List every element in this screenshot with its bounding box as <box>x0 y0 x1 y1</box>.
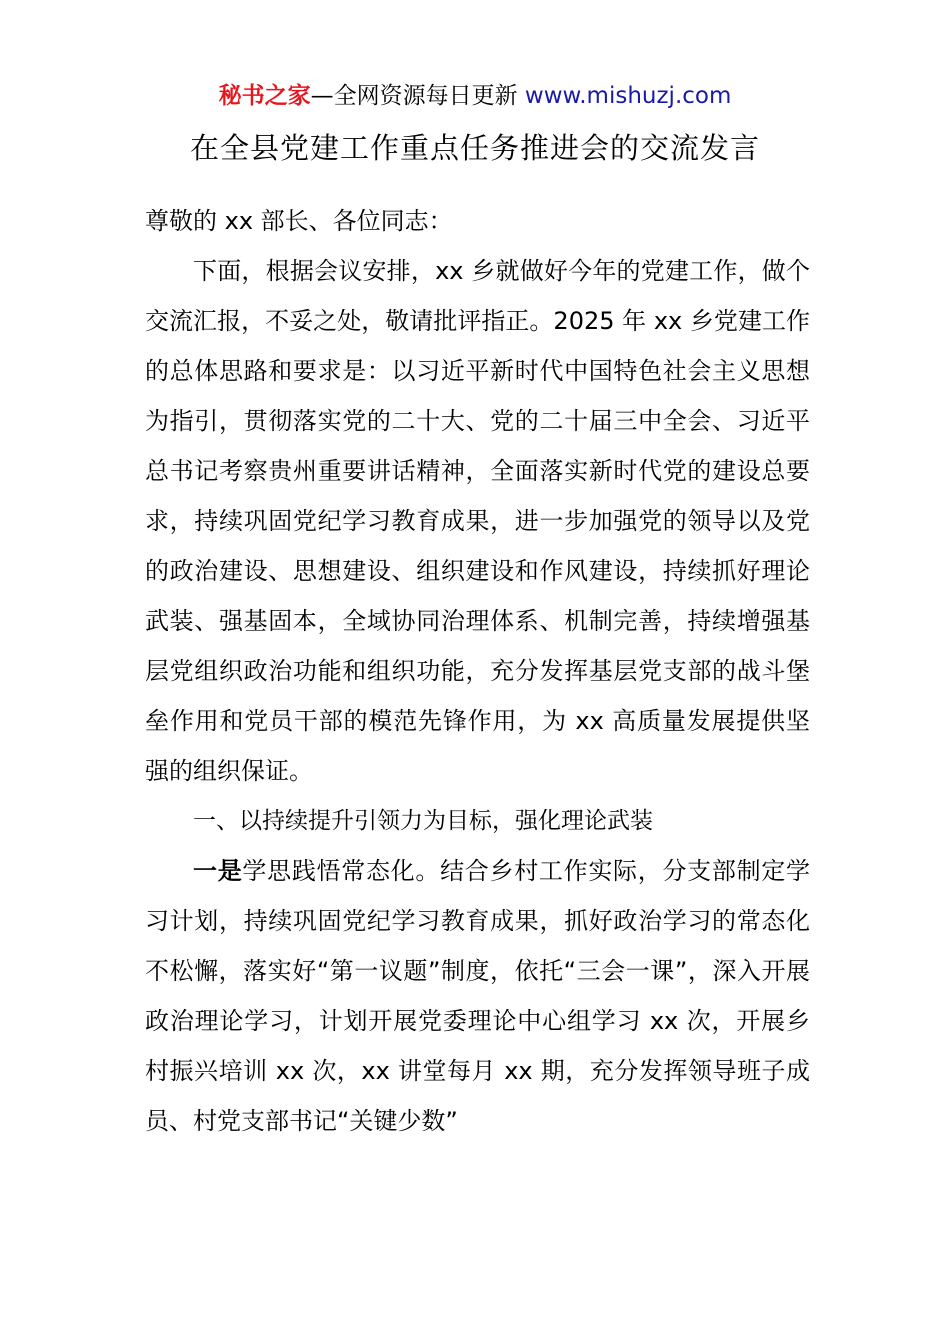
point-text: 学思践悟常态化。结合乡村工作实际，分支部制定学习计划，持续巩固党纪学习教育成果，抓好政治学习的常态化不松懈，落实好“第一议题”制度，依托“三会一课”，深入开展政治理论学习，计划开展党委理论中心组学习 xx 次，开展乡村振兴培训 xx 次，xx 讲堂每月 xx 期，充分发挥领导班子成员、村党支部书记“关键少数” <box>145 857 811 1135</box>
document-body <box>145 196 810 1146</box>
watermark-header <box>0 80 950 112</box>
intro-paragraph: 下面，根据会议安排，xx 乡就做好今年的党建工作，做个交流汇报，不妥之处，敬请批评指正。2025 年 xx 乡党建工作的总体思路和要求是：以习近平新时代中国特色社会主义思想为指引，贯彻落实党的二十大、党的二十届三中全会、习近平总书记考察贵州重要讲话精神，全面落实新时代党的建设总要求，持续巩固党纪学习教育成果，进一步加强党的领导以及党的政治建设、思想建设、组织建设和作风建设，持续抓好理论武装、强基固本，全域协同治理体系、机制完善，持续增强基层党组织政治功能和组织功能，充分发挥基层党支部的战斗堡垒作用和党员干部的模范先锋作用，为 xx 高质量发展提供坚强的组织保证。 <box>145 257 810 785</box>
point-lead-in: 一是 <box>193 857 243 885</box>
document-title: 在全县党建工作重点任务推进会的交流发言 <box>189 131 760 165</box>
section-heading: 一、以持续提升引领力为目标，强化理论武装 <box>193 808 653 834</box>
brand-name: 秘书之家 <box>218 83 311 109</box>
site-link[interactable]: www.mishuzj.com <box>524 83 732 109</box>
point-paragraph <box>145 846 810 1146</box>
salutation: 尊敬的 xx 部长、各位同志： <box>145 207 453 235</box>
header-tagline: —全网资源每日更新 <box>310 83 525 109</box>
